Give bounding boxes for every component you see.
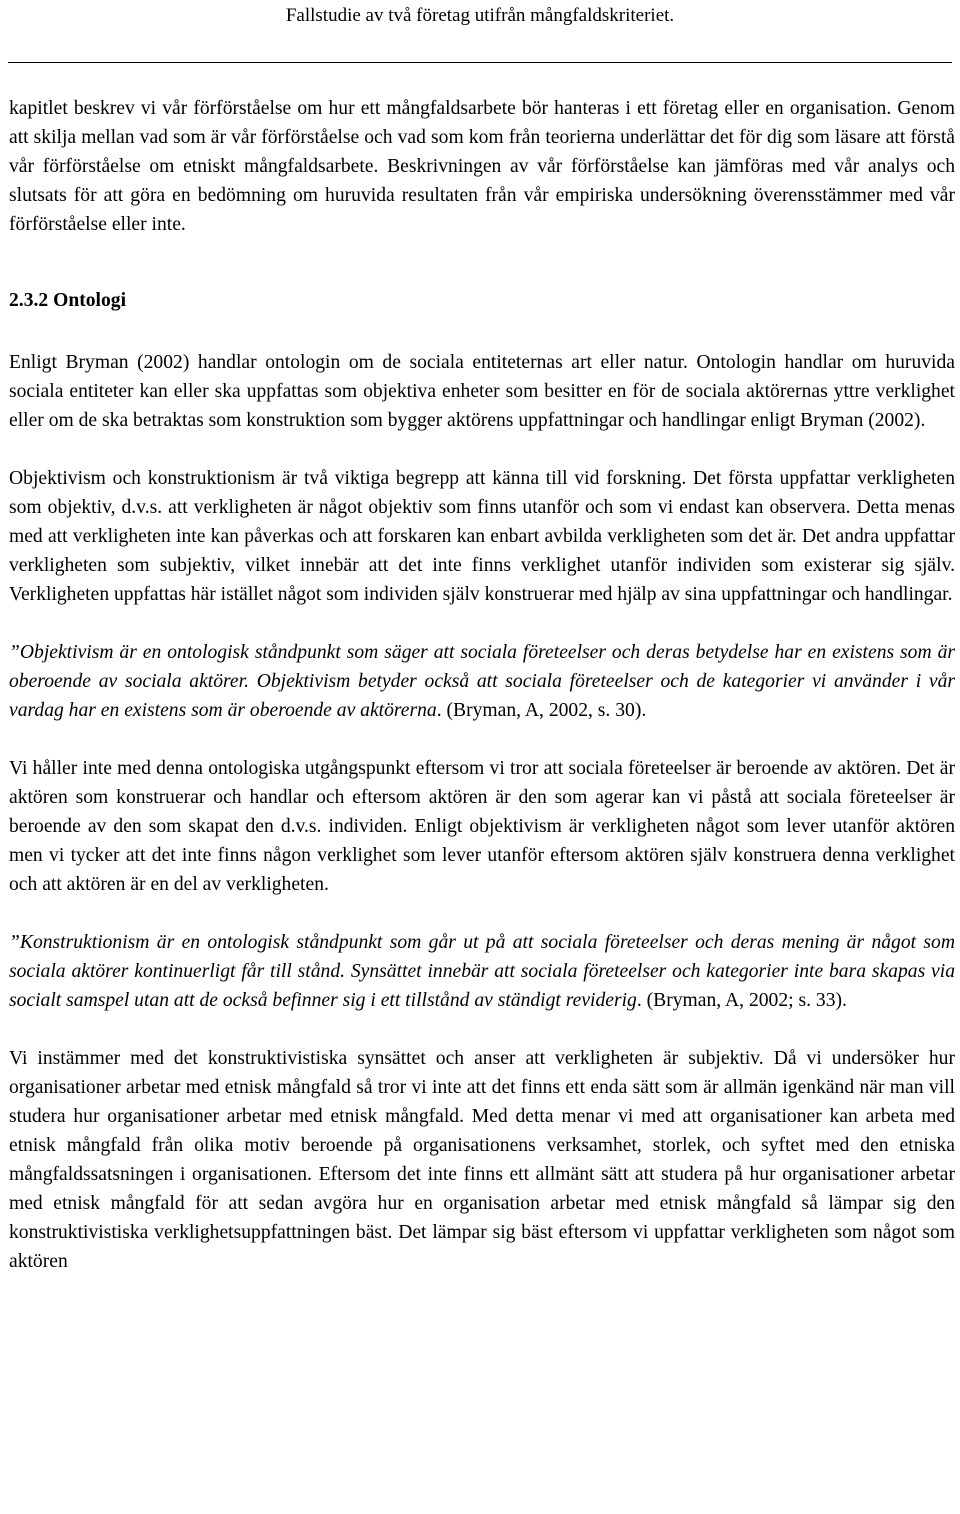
section-heading: 2.3.2 Ontologi [9, 290, 127, 311]
objectivism-paragraph: Objektivism och konstruktionism är två viktiga begrepp att känna till vid forskning. Det första uppfattar verkligheten som objektiv, d.v.s. att verkligheten är något objektiv som finns utanför och som vi endast kan observera. Detta menas med att verkligheten inte kan påverkas och att forskaren kan enbart avbilda verkligheten som det är. Det andra uppfattar verkligheten som subjektiv, vilket innebär att det inte finns verklighet utanför individen som existerar sig själv. Verkligheten uppfattas här istället något som individen själv konstruerar med hjälp av sina uppfattningar och handlingar. [9, 468, 955, 605]
constructionism-quote-citation: . (Bryman, A, 2002; s. 33). [636, 990, 847, 1011]
ontology-paragraph: Enligt Bryman (2002) handlar ontologin om de sociala entiteternas art eller natur. Ontologin handlar om huruvida sociala entiteter kan eller ska uppfattas som objektiva enheter som besitter en för de sociala aktörernas yttre verklighet eller om de ska betraktas som konstruktion som bygger aktörens uppfattningar och handlingar enligt Bryman (2002). [9, 352, 955, 431]
running-header: Fallstudie av två företag utifrån mångfaldskriteriet. [285, 5, 675, 26]
page-body [9, 94, 955, 1276]
objectivism-quote [9, 638, 955, 725]
disagree-paragraph: Vi håller inte med denna ontologiska utgångspunkt eftersom vi tror att sociala företeelser är beroende av aktören. Det är aktören som konstruerar och handlar och eftersom aktören är den som agerar kan vi påstå att sociala företeelser är beroende av den som skapat den d.v.s. individen. Enligt objektivism är verkligheten något som lever utanför aktören men vi tycker att det inte finns någon verklighet som lever utanför eftersom aktören själv konstruera denna verklighet och att aktören är en del av verkligheten. [9, 758, 955, 895]
agree-paragraph: Vi instämmer med det konstruktivistiska synsättet och anser att verkligheten är subjektiv. Då vi undersöker hur organisationer arbetar med etnisk mångfald så tror vi inte att det finns ett enda sätt som är allmän igenkänd när man vill studera hur organisationer arbetar med etnisk mångfald. Med detta menar vi med att organisationer kan arbeta med etnisk mångfald från olika motiv beroende på organisationens verksamhet, storlek, och syftet med den etniska mångfaldssatsningen i organisationen. Eftersom det inte finns ett allmänt sätt att studera på hur organisationer arbetar med etnisk mångfald för att sedan avgöra hur en organisation arbetar med etnisk mångfald så lämpar sig den konstruktivistiska verklighetsuppfattningen bäst. Det lämpar sig bäst eftersom vi uppfattar verkligheten som något som aktören [9, 1048, 955, 1272]
objectivism-quote-citation: . (Bryman, A, 2002, s. 30). [436, 700, 647, 721]
constructionism-quote-text: ”Konstruktionism är en ontologisk ståndpunkt som går ut på att sociala företeelser och deras mening är något som sociala aktörer kontinuerligt får till stånd. Synsättet innebär att sociala företeelser och kategorier inte bara skapas via socialt samspel utan att de också befinner sig i ett tillstånd av ständigt reviderig [9, 932, 955, 1011]
objectivism-quote-text: ”Objektivism är en ontologisk ståndpunkt som säger att sociala företeelser och deras betydelse har en existens som är oberoende av sociala aktörer. Objektivism betyder också att sociala företeelser och de kategorier vi använder i vår vardag har en existens som är oberoende av aktörerna [9, 642, 955, 721]
header-divider [8, 62, 952, 63]
constructionism-quote [9, 928, 955, 1015]
intro-paragraph: kapitlet beskrev vi vår förförståelse om hur ett mångfaldsarbete bör hanteras i ett företag eller en organisation. Genom att skilja mellan vad som är vår förförståelse och vad som kom från teorierna underlättar det för dig som läsare att förstå vår förförståelse om etniskt mångfaldsarbete. Beskrivningen av vår förförståelse kan jämföras med vår analys och slutsats för att göra en bedömning om huruvida resultaten från vår empiriska undersökning överensstämmer med vår förförståelse eller inte. [9, 98, 955, 235]
